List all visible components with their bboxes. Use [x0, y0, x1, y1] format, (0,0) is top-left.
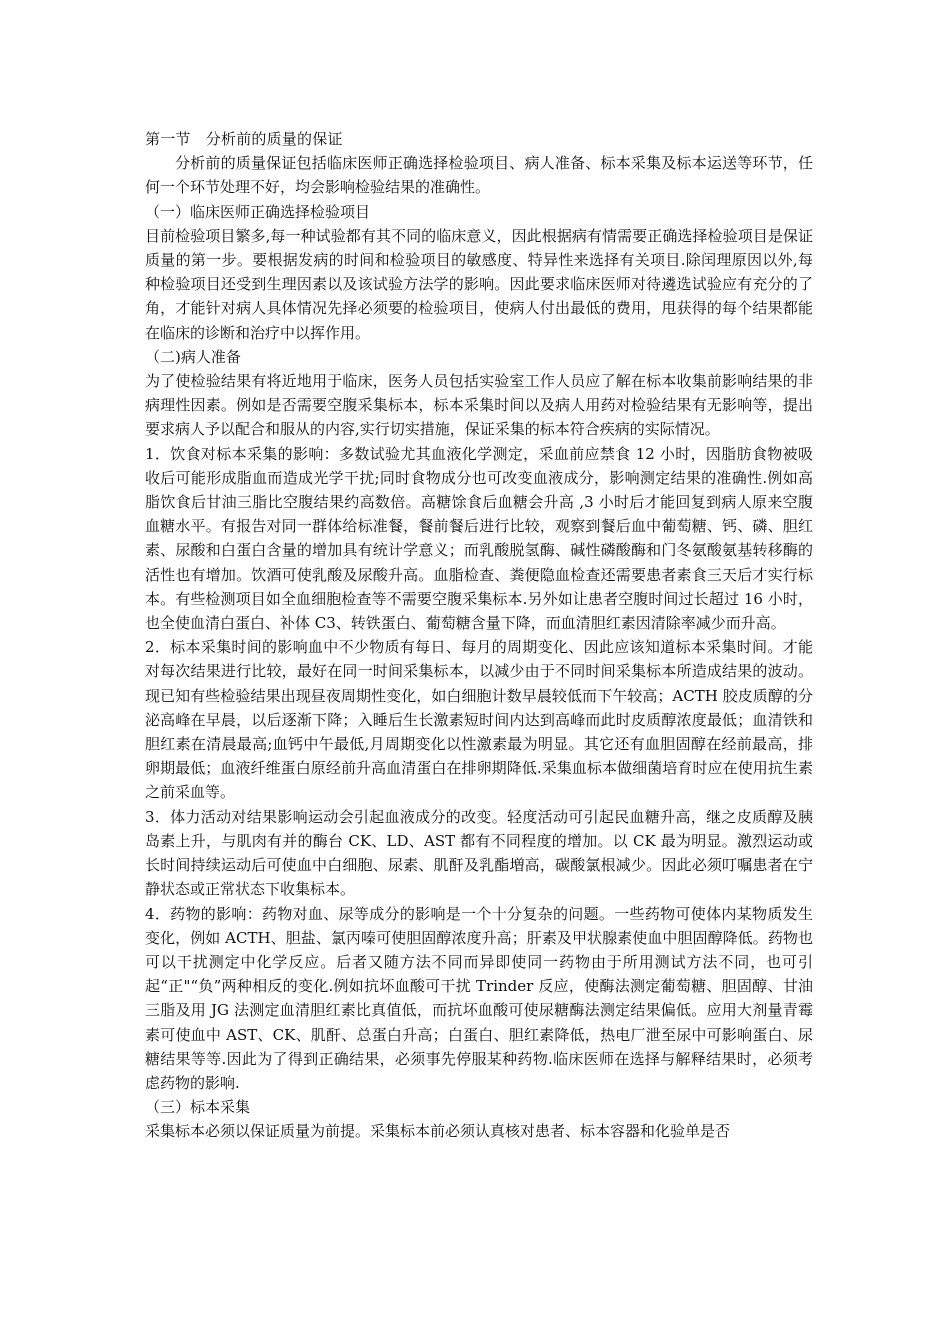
paragraph-clinician-selection: 目前检验项目繁多,每一种试验都有其不同的临床意义，因此根据病有情需要正确选择检验项目是保证质量的第一步。要根据发病的时间和检验项目的敏感度、特异性来选择有关项目.除闰理原因以外,每种检验项目还受到生理因素以及该试验方法学的影响。因此要求临床医师对待遴选试验应有充分的了角，才能针对病人具体情况先择必须要的检验项目，使病人付出最低的费用，甩获得的每个结果都能在临床的诊断和治疗中以挥作用。: [145, 226, 813, 342]
list-item-diet: 1．饮食对标本采集的影响：多数试验尤其血液化学测定，采血前应禁食 12 小时，因脂肪食物被吸收后可能形成脂血而造成光学干扰;同时食物成分也可改变血液成分，影响测定结果的准确性.例如高脂饮食后甘油三脂比空腹结果约高数倍。高糖馀食后血糖会升高 ,3 小时后才能回复到病人原来空腹血糖水平。有报告对同一群体给标准餐，餐前餐后进行比较，观察到餐后血中葡萄糖、钙、磷、胆红素、尿酸和白蛋白含量的增加具有统计学意义；而乳酸脱氢酶、碱性磷酸酶和门冬氨酸氨基转移酶的活性也有增加。饮酒可使乳酸及尿酸升高。血脂检查、粪便隐血检查还需要患者素食三天后才实行标本。有些检测项目如全血细胞检查等不需要空腹采集标本.另外如让患者空腹时间过长超过 16 小时，也全使血清白蛋白、补体 C3、转铁蛋白、葡萄糖含量下降，而血清胆红素因清除率减少而升高。: [145, 444, 813, 633]
subheading-specimen-collection: （三）标本采集: [145, 1098, 251, 1117]
subheading-clinician-selection: （一）临床医师正确选择检验项目: [145, 202, 371, 221]
paragraph-patient-preparation: 为了使检验结果有将近地用于临床，医务人员包括实验室工作人员应了解在标本收集前影响结果的非病理性因素。例如是否需要空腹采集标本，标本采集时间以及病人用药对检验结果有无影响等，提出要求病人予以配合和服从的内容,实行切实措施，保证采集的标本符合疾病的实际情况。: [145, 372, 813, 439]
list-item-physical-activity: 3．体力活动对结果影响运动会引起血液成分的改变。轻度活动可引起民血糖升高，继之皮质醇及胰岛素上升，与肌肉有并的酶台 CK、LD、AST 都有不同程度的增加。以 CK 最为明显。激烈运动或长时间持续运动后可使血中白细胞、尿素、肌酐及乳酯増高，碳酸氯根减少。因此必须叮嘱患者在宁静状态或正常状态下收集标本。: [145, 807, 813, 899]
intro-paragraph: 分析前的质量保证包括临床医师正确选择检验项目、病人准备、标本采集及标本运送等环节，任何一个环节处理不好，均会影响检验结果的准确性。: [145, 154, 813, 197]
section-title: 第一节 分析前的质量的保证: [145, 130, 343, 148]
list-item-medication: 4．药物的影响：药物对血、尿等成分的影响是一个十分复杂的问题。一些药物可使体内某物质发生变化，例如 ACTH、胆盐、氯丙嗪可使胆固醇浓度升高；肝素及甲状腺素使血中胆固醇降低。药物也可以干扰测定中化学反应。后者又随方法不同而异即使同一药物由于所用测试方法不同，也可引起“正"“负”两种相反的变化.例如抗坏血酸可干扰 Trinder 反应，使酶法测定葡萄糖、胆固醇、甘油三脂及用 JG 法测定血清胆红素比真值低，而抗坏血酸可使尿糖酶法测定结果偏低。应用大剂量青霉素可使血中 AST、CK、肌酐、总蛋白升高；白蛋白、胆红素降低，热电厂泄至尿中可影响蛋白、尿糖结果等等.因此为了得到正确结果，必须事先停服某种药物.临床医师在选择与解释结果时，必须考虑药物的影响.: [145, 904, 813, 1092]
paragraph-specimen-collection: 采集标本必须以保证质量为前提。采集标本前必须认真核对患者、标本容器和化验单是否: [145, 1122, 731, 1141]
list-item-collection-time: 2．标本采集时间的影响血中不少物质有每日、每月的周期变化、因此应该知道标本采集时间。才能对每次结果进行比较，最好在同一时间采集标本，以减少由于不同时间采集标本所造成结果的波动。现已知有些检验结果出现昼夜周期性变化，如白细胞计数早晨较低而下午较高；ACTH 胶皮质醇的分泌高峰在早晨，以后逐渐下降；入睡后生长激素短时间内达到高峰而此时皮质醇浓度最低；血清铁和胆红素在清晨最高;血钙中午最低,月周期变化以性激素最为明显。其它还有血胆固醇在经前最高，排卵期最低；血液纤维蛋白原经前升高血清蛋白在排卵期降低.采集血标本做细菌培育时应在使用抗生素之前采血等。: [145, 638, 813, 802]
subheading-patient-preparation: （二)病人准备: [145, 347, 241, 366]
document-page: [145, 127, 813, 1144]
